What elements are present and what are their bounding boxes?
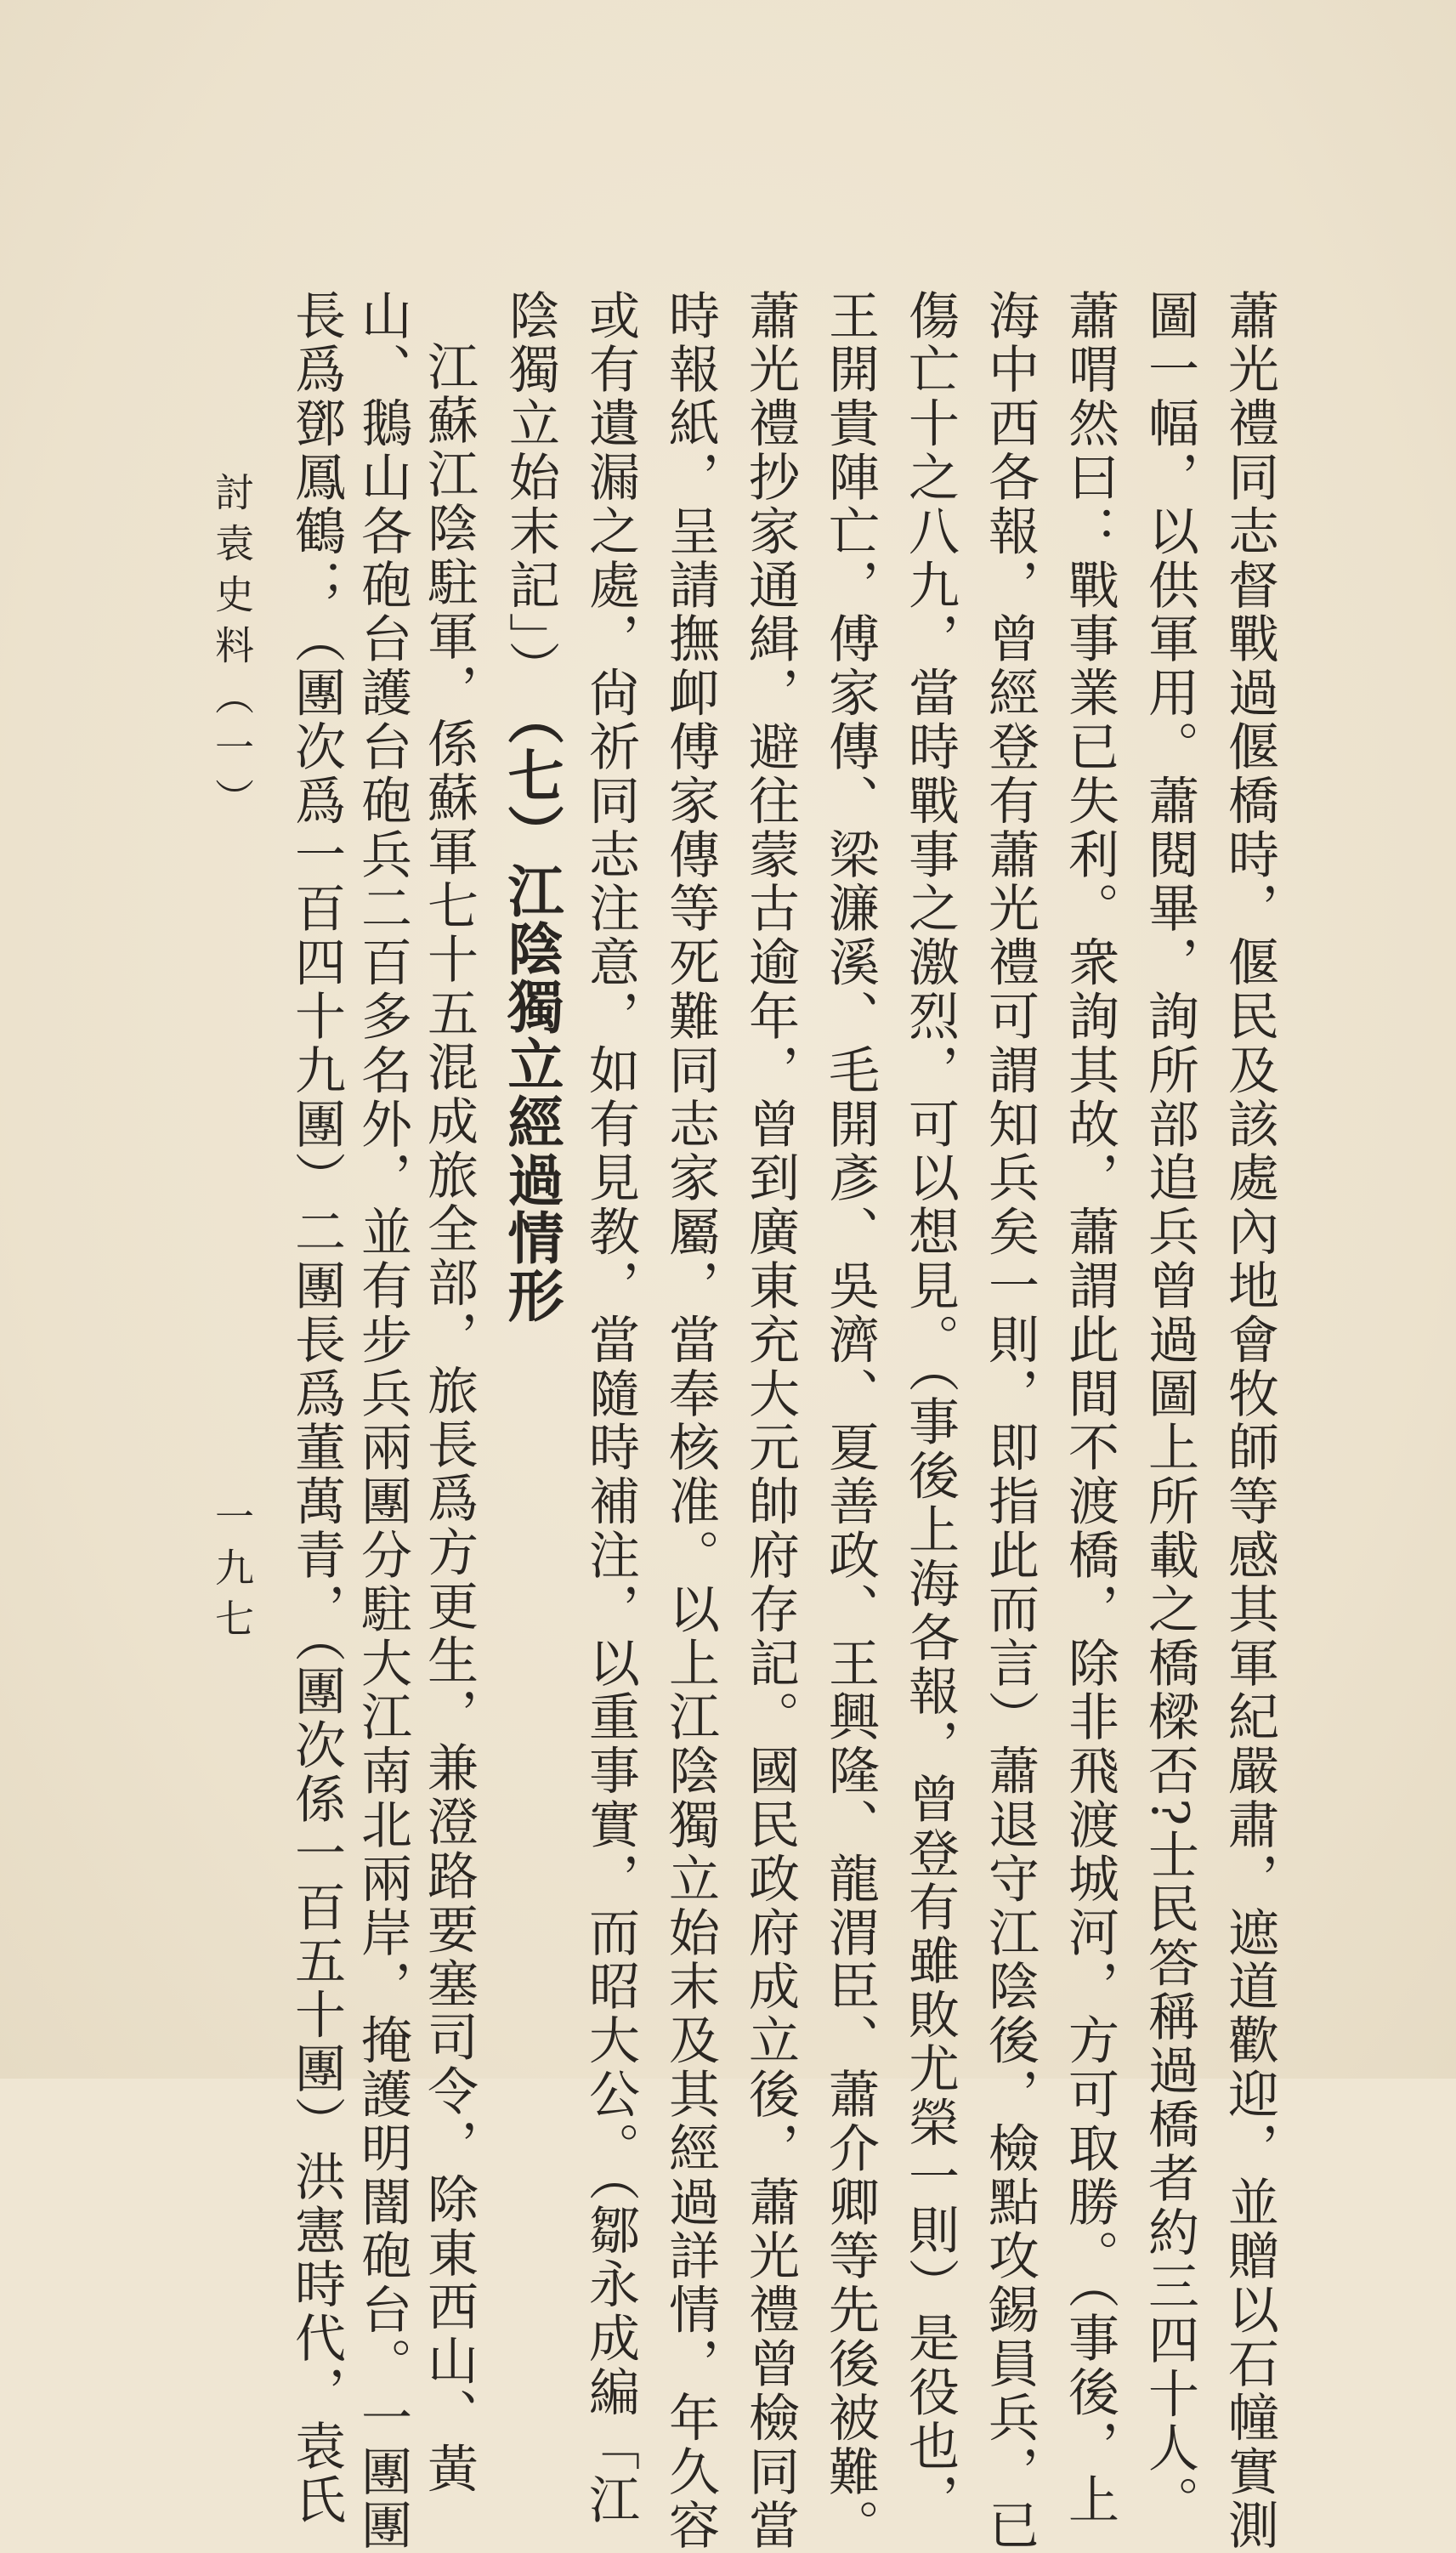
text-column-12: 山、鵝山各砲台護台砲兵二百多名外，並有步兵兩團分駐大江南北兩岸，掩護明闇砲台。一團團: [353, 289, 412, 2553]
section-heading: （七）江陰獨立經過情形: [498, 689, 564, 1325]
text-column-1: 蕭光禮同志督戰過偃橋時，偃民及該處內地會牧師等感其軍紀嚴肅，遮道歡迎，並贈以石幢實測: [1220, 289, 1279, 2553]
text-column-9: 或有遺漏之處，尙祈同志注意，如有見教，當隨時補注，以重事實，而昭大公。（鄒永成編「江: [581, 289, 640, 2527]
text-column-6: 王開貴陣亡，傅家傳、梁濂溪、毛開彥、吳濟、夏善政、王興隆、龍渭臣、蕭介卿等先後被難。: [820, 289, 880, 2553]
footer-page-number: 一九七: [209, 1496, 255, 1649]
text-column-13: 長爲鄧鳳鶴；（團次爲一百四十九團）二團長爲董萬青，（團次係一百五十團）洪憲時代，袁氏: [286, 289, 346, 2527]
text-column-11: 江蘇江陰駐軍，係蘇軍七十五混成旅全部，旅長爲方更生，兼澄路要塞司令，除東西山、黃: [419, 340, 479, 2496]
text-column-3: 蕭喟然曰：戰事業已失利。衆詢其故，蕭謂此間不渡橋，除非飛渡城河，方可取勝。（事後，上: [1060, 289, 1119, 2527]
text-column-2: 圖一幅，以供軍用。蕭閱畢，詢所部追兵曾過圖上所載之橋樑否?士民答稱過橋者約三四十人。: [1140, 289, 1199, 2529]
text-column-4: 海中西各報，曾經登有蕭光禮可謂知兵矣一則，即指此而言）蕭退守江陰後，檢點攻錫員兵，已: [980, 289, 1040, 2553]
footer-book-title: 討袁史料（一）: [209, 472, 255, 829]
text-column-10: 陰獨立始末記」）: [501, 289, 560, 695]
text-column-5: 傷亡十之八九，當時戰事之激烈，可以想見。（事後上海各報，曾登有雖敗尤榮一則）是役也，: [900, 289, 960, 2527]
text-column-7: 蕭光禮抄家通緝，避往蒙古逾年，曾到廣東充大元帥府存記。國民政府成立後，蕭光禮曾檢同當: [740, 289, 800, 2553]
text-column-8: 時報紙，呈請撫卹傅家傳等死難同志家屬，當奉核准。以上江陰獨立始末及其經過詳情，年久容: [660, 289, 720, 2553]
